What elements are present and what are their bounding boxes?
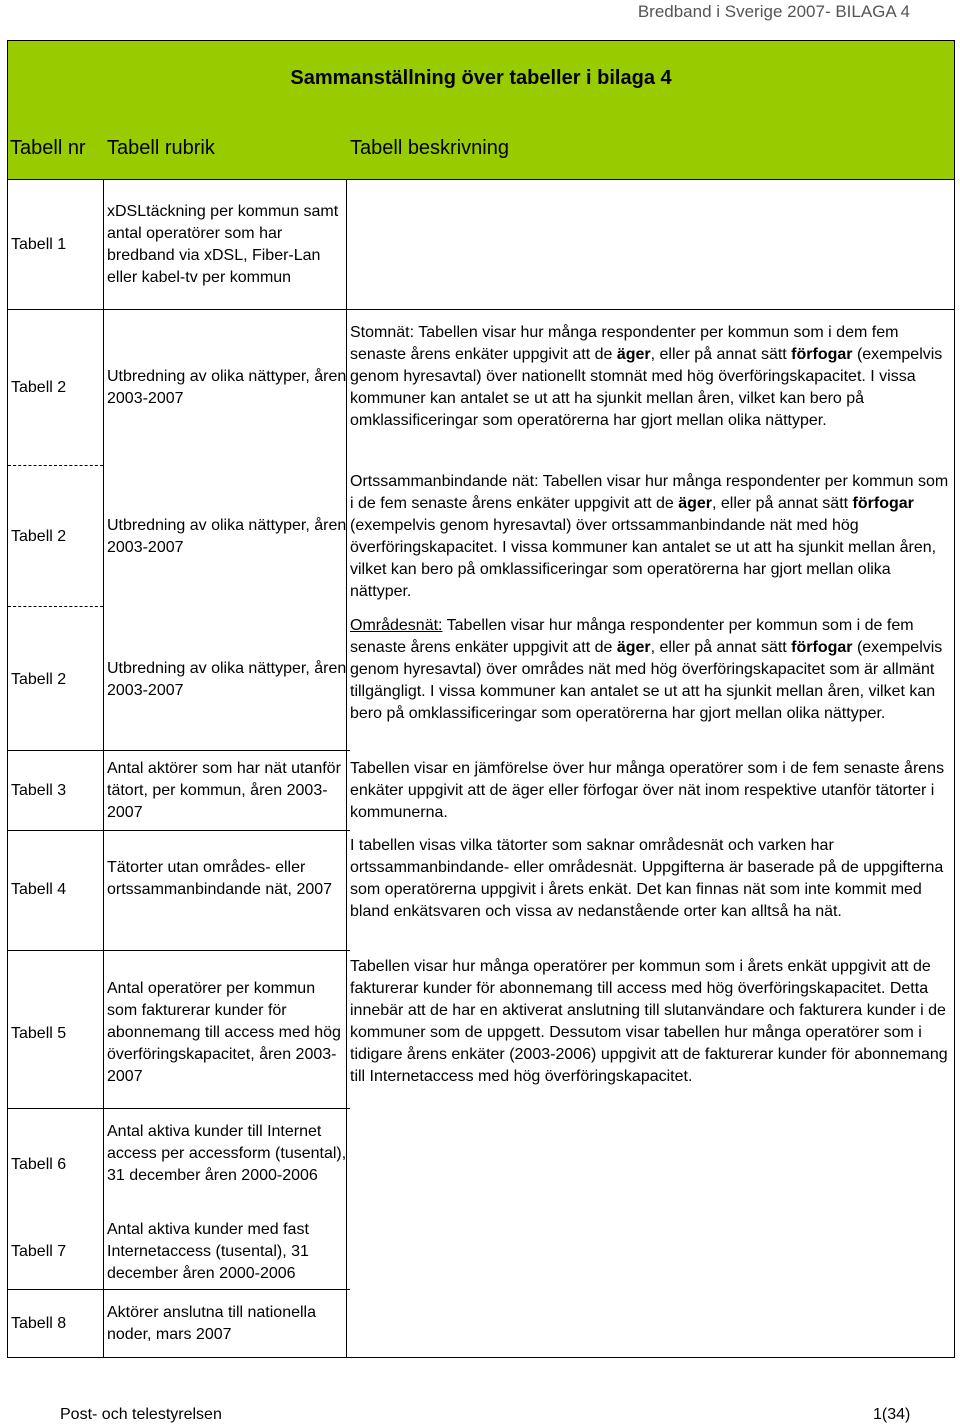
row-divider — [8, 309, 954, 310]
dashed-divider — [8, 465, 103, 466]
row-3-beskrivning: Tabellen visar en jämförelse över hur många operatörer som i de fem senaste årens enkäter uppgivit att de äger eller förfogar över nät inom respektive utanför tätorter i kommunerna. — [350, 760, 945, 821]
title-band — [8, 41, 954, 179]
summary-table — [7, 40, 955, 1358]
row-2a-nr: Tabell 2 — [11, 379, 67, 396]
footer-page-number: 1(34) — [873, 1406, 911, 1423]
column-divider — [103, 179, 104, 1357]
column-header-beskrivning: Tabell beskrivning — [350, 137, 509, 159]
row-6-rubrik: Antal aktiva kunder till Internet access per accessform (tusental), 31 december åren 2000-2006 — [107, 1123, 347, 1184]
row-4-rubrik: Tätorter utan områdes- eller ortssammanbindande nät, 2007 — [107, 859, 333, 898]
row-5-beskrivning: Tabellen visar hur många operatörer per kommun som i årets enkät uppgivit att de fakturerar kunder för abonnemang till access med hög överföringskapacitet. Detta innebär att de har en aktiverat anslutning till slutanvändare och fakturera kunder i de kommuner som de uppgett. Dessutom visar tabellen hur många operatörer som i tidigare årens enkäter (2003-2006) uppgivit att de fakturerar kunder för abonnemang till Internetaccess med hög överföringskapacitet. — [350, 958, 948, 1085]
row-divider — [8, 950, 350, 951]
row-2b-nr: Tabell 2 — [11, 528, 67, 545]
dashed-divider — [8, 606, 103, 607]
row-6-nr: Tabell 6 — [11, 1156, 67, 1173]
row-4-beskrivning: I tabellen visas vilka tätorter som saknar områdesnät och varken har ortssammanbindande- eller områdesnät. Uppgifterna är baserade på de uppgifterna som operatörerna uppgivit i årets enkät. Det kan finnas nät som inte kommit med bland enkätsvaren och vissa av nedanstående orter kan alltså ha nät. — [350, 837, 944, 920]
row-3-nr: Tabell 3 — [11, 782, 67, 799]
row-1-rubrik: xDSLtäckning per kommun samt antal operatörer som har bredband via xDSL, Fiber-Lan eller kabel-tv per kommun — [107, 203, 339, 286]
row-4-nr: Tabell 4 — [11, 881, 67, 898]
row-8-nr: Tabell 8 — [11, 1315, 67, 1332]
table-title: Sammanställning över tabeller i bilaga 4 — [290, 67, 672, 89]
row-5-nr: Tabell 5 — [11, 1025, 67, 1042]
row-2c-beskrivning: Områdesnät: Tabellen visar hur många respondenter per kommun som i de fem senaste årens enkäter uppgivit att de äger, eller på annat sätt förfogar (exempelvis genom hyresavtal) över områdes nät med hög överföringskapacitet som är allmänt tillgängligt. I vissa kommuner kan antalet se ut att ha sjunkit mellan åren, vilket kan bero på omklassificeringar som operatörerna har gjort mellan olika nättyper. — [350, 617, 943, 722]
column-header-nr: Tabell nr — [10, 137, 86, 159]
row-2b-beskrivning: Ortssammanbindande nät: Tabellen visar hur många respondenter per kommun som i de fem senaste årens enkäter uppgivit att de äger, eller på annat sätt förfogar (exempelvis genom hyresavtal) över ortssammanbindande nät med hög överföringskapacitet. I vissa kommuner kan antalet se ut att ha sjunkit mellan åren, vilket kan bero på omklassificeringar som operatörerna har gjort mellan olika nättyper. — [350, 473, 949, 600]
row-7-rubrik: Antal aktiva kunder med fast Internetaccess (tusental), 31 december åren 2000-2006 — [107, 1221, 309, 1282]
row-7-nr: Tabell 7 — [11, 1243, 67, 1260]
row-divider — [8, 1108, 350, 1109]
row-divider — [8, 1289, 350, 1290]
row-divider — [8, 830, 350, 831]
row-2a-rubrik: Utbredning av olika nättyper, åren 2003-2007 — [107, 368, 347, 407]
row-divider — [8, 750, 350, 751]
column-header-rubrik: Tabell rubrik — [107, 137, 215, 159]
row-2a-beskrivning: Stomnät: Tabellen visar hur många respondenter per kommun som i dem fem senaste årens enkäter uppgivit att de äger, eller på annat sätt förfogar (exempelvis genom hyresavtal) över nationellt stomnät med hög överföringskapacitet. I vissa kommuner kan antalet se ut att ha sjunkit mellan åren, vilket kan bero på omklassificeringar som operatörerna har gjort mellan olika nättyper. — [350, 324, 943, 429]
row-5-rubrik: Antal operatörer per kommun som fakturerar kunder för abonnemang till access med hög överföringskapacitet, åren 2003-2007 — [107, 980, 341, 1085]
row-8-rubrik: Aktörer anslutna till nationella noder, mars 2007 — [107, 1304, 317, 1343]
row-divider — [8, 179, 954, 180]
row-2c-nr: Tabell 2 — [11, 671, 67, 688]
document-header: Bredband i Sverige 2007- BILAGA 4 — [637, 2, 910, 21]
row-2c-rubrik: Utbredning av olika nättyper, åren 2003-2007 — [107, 660, 347, 699]
footer-publisher: Post- och telestyrelsen — [60, 1406, 222, 1423]
row-2b-rubrik: Utbredning av olika nättyper, åren 2003-2007 — [107, 517, 347, 556]
row-3-rubrik: Antal aktörer som har nät utanför tätort, per kommun, åren 2003-2007 — [107, 760, 341, 821]
row-1-nr: Tabell 1 — [11, 236, 67, 253]
